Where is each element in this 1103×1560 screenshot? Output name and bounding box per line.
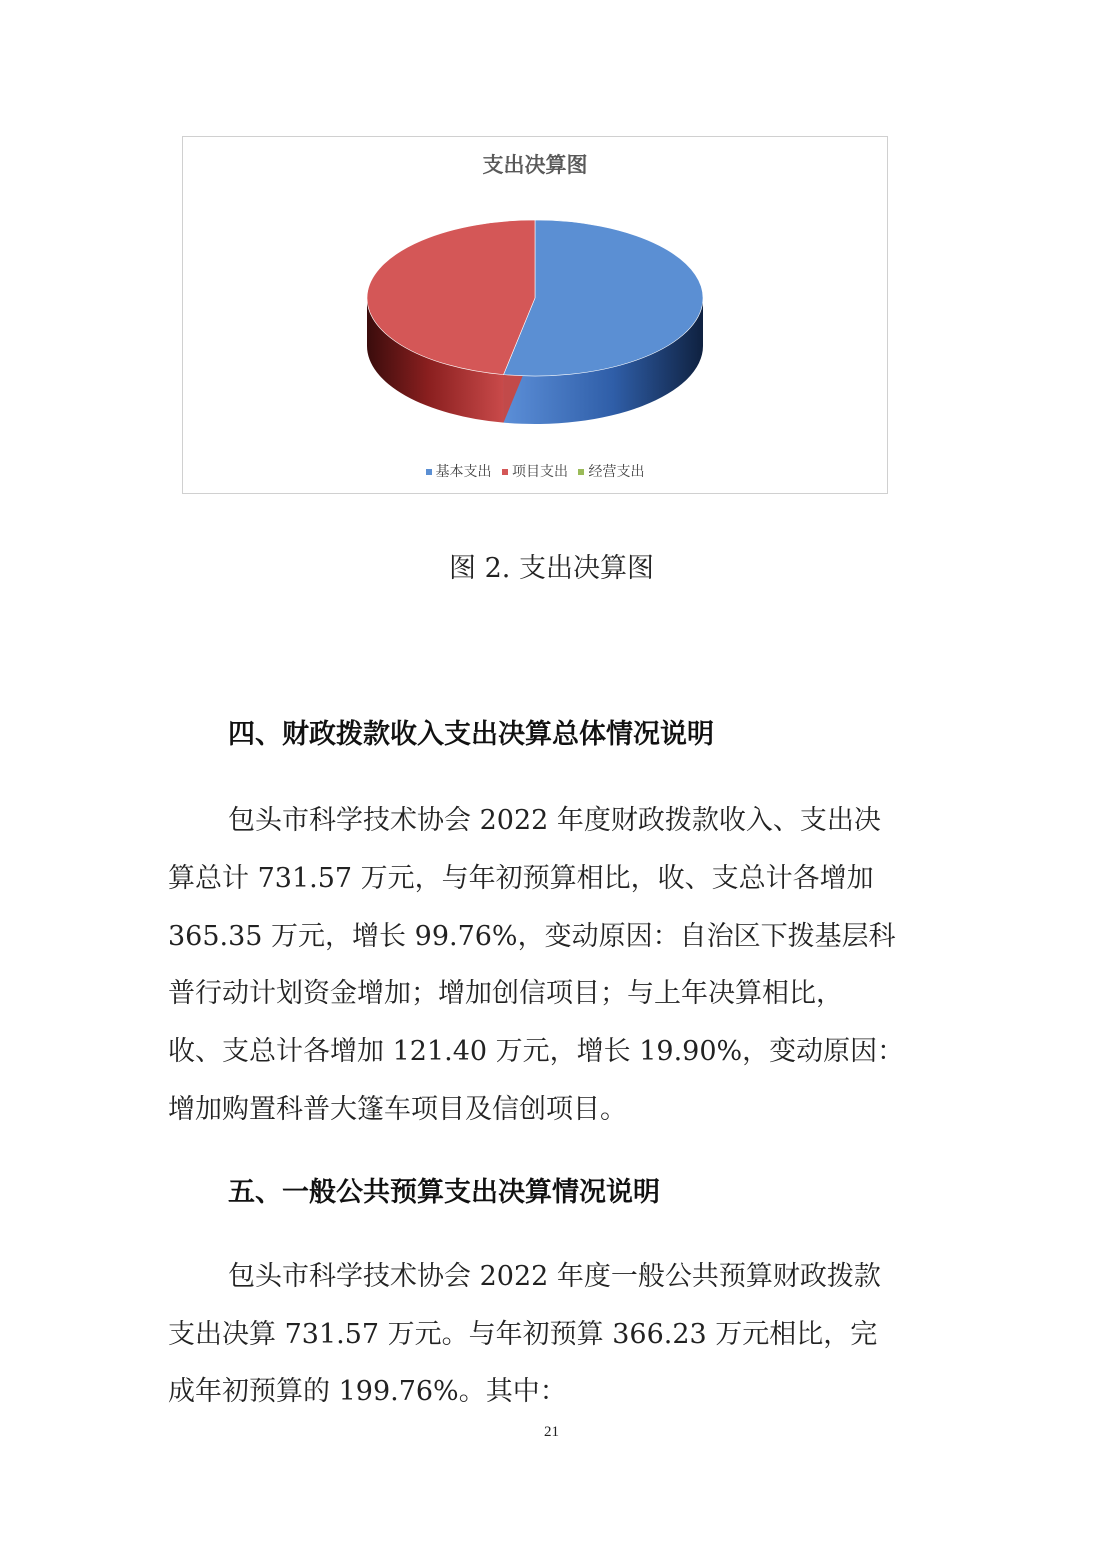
section4-line-3: 365.35 万元，增长 99.76%，变动原因：自治区下拨基层科 bbox=[168, 921, 896, 952]
page-number: 21 bbox=[544, 1424, 559, 1440]
legend-item-project bbox=[502, 461, 568, 481]
chart-title: 支出决算图 bbox=[482, 153, 588, 177]
legend-item-business bbox=[578, 461, 644, 481]
figure-caption: 图 2. 支出决算图 bbox=[449, 553, 654, 584]
legend-label-basic: 基本支出 bbox=[435, 464, 492, 480]
legend-label-project: 项目支出 bbox=[512, 464, 568, 480]
legend-label-business: 经营支出 bbox=[588, 464, 645, 480]
pie-svg bbox=[183, 137, 887, 493]
legend-dot-project bbox=[502, 469, 508, 475]
section4-line-5: 收、支总计各增加 121.40 万元，增长 19.90%，变动原因： bbox=[168, 1036, 905, 1067]
section4-line-6: 增加购置科普大篷车项目及信创项目。 bbox=[168, 1094, 627, 1125]
legend-dot-basic bbox=[426, 469, 432, 475]
legend-dot-business bbox=[578, 469, 584, 475]
chart-legend bbox=[183, 461, 887, 481]
section4-line-1: 包头市科学技术协会 2022 年度财政拨款收入、支出决 bbox=[228, 805, 881, 836]
section5-heading: 五、一般公共预算支出决算情况说明 bbox=[228, 1177, 660, 1208]
section5-line-3: 成年初预算的 199.76%。其中： bbox=[168, 1376, 567, 1407]
section4-line-2: 算总计 731.57 万元，与年初预算相比，收、支总计各增加 bbox=[168, 863, 874, 894]
section5-line-1: 包头市科学技术协会 2022 年度一般公共预算财政拨款 bbox=[228, 1261, 881, 1292]
legend-item-basic bbox=[426, 461, 492, 481]
expenditure-pie-chart bbox=[182, 136, 888, 494]
section4-line-4: 普行动计划资金增加；增加创信项目；与上年决算相比， bbox=[168, 978, 843, 1009]
section4-heading: 四、财政拨款收入支出决算总体情况说明 bbox=[228, 719, 714, 750]
section5-line-2: 支出决算 731.57 万元。与年初预算 366.23 万元相比，完 bbox=[168, 1319, 878, 1350]
